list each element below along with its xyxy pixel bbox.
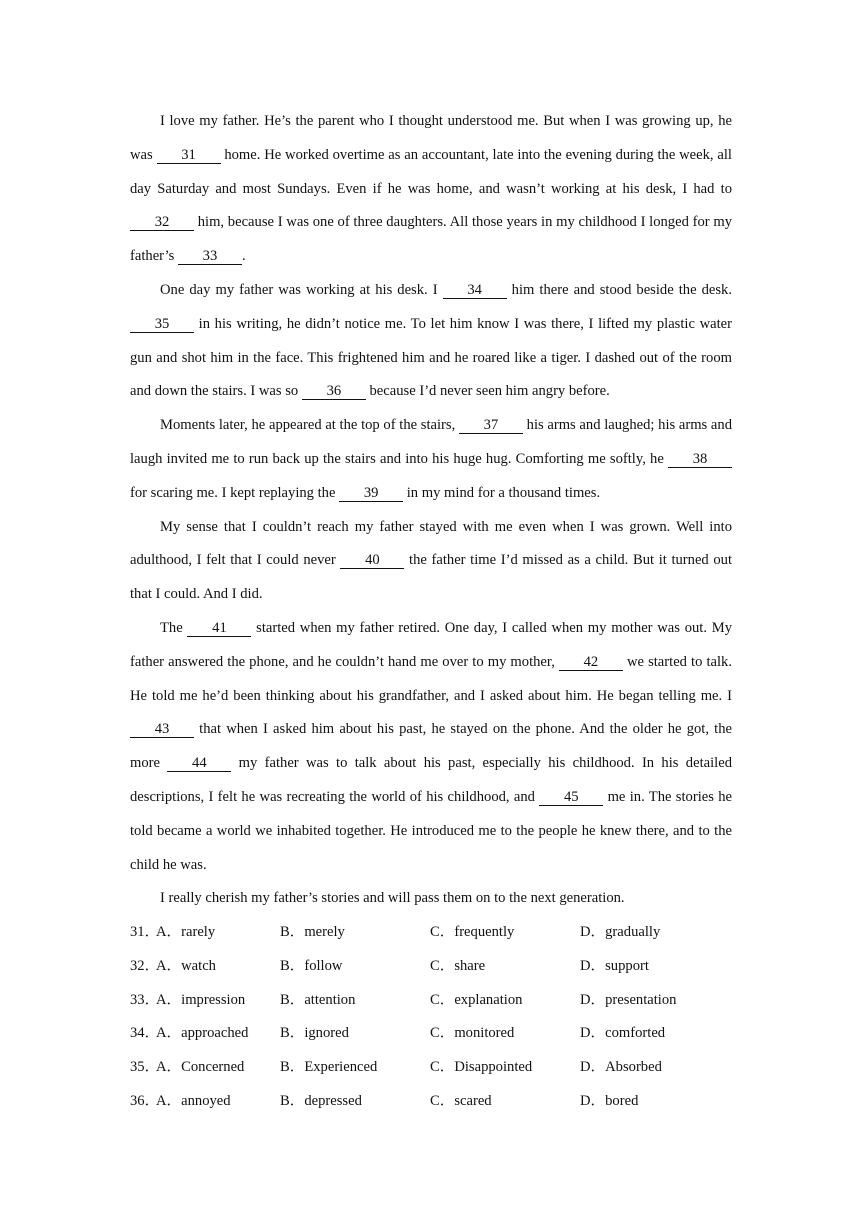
passage-text: in my mind for a thousand times. bbox=[403, 484, 601, 501]
option-a: A．approached bbox=[156, 1025, 249, 1042]
passage-text: for scaring me. I kept replaying the bbox=[130, 484, 340, 501]
passage-text: Moments later, he appeared at the top of the stairs, bbox=[160, 417, 459, 434]
passage-text: me in. The stories he told became a world we inhabited together. He introduced me to the people he knew there, and to the child he was. bbox=[130, 788, 732, 873]
option-a: A．impression bbox=[156, 991, 246, 1008]
question-row bbox=[130, 984, 732, 1018]
option-c: C．scared bbox=[430, 1092, 492, 1109]
passage-text: I really cherish my father’s stories and will pass them on to the next generation. bbox=[160, 890, 625, 907]
passage-text: my father was to talk about his past, especially his childhood. In his detailed descriptions, I felt he was recreating the world of his childhood, and bbox=[130, 755, 732, 805]
question-row bbox=[130, 950, 732, 984]
option-c: C．explanation bbox=[430, 991, 523, 1008]
option-c: C．Disappointed bbox=[430, 1059, 533, 1076]
question-number: 32． bbox=[130, 957, 160, 974]
passage-text: that when I asked him about his past, he stayed on the phone. And the older he got, the more bbox=[130, 721, 732, 772]
passage-paragraph bbox=[130, 882, 732, 916]
blank-number: 40 bbox=[340, 553, 404, 569]
passage-text: in his writing, he didn’t notice me. To let him know I was there, I lifted my plastic water gun and shot him in the face. This frightened him and he roared like a tiger. I dashed out of the room and down the stairs. I was so bbox=[130, 315, 732, 400]
option-b: B．ignored bbox=[280, 1025, 349, 1042]
blank-number: 44 bbox=[167, 756, 231, 772]
question-row bbox=[130, 1051, 732, 1085]
passage-paragraph bbox=[130, 612, 732, 882]
blank-number: 43 bbox=[130, 722, 194, 738]
passage-text: his arms and laughed; his arms and laugh invited me to run back up the stairs and into his huge hug. Comforting me softly, he bbox=[130, 417, 732, 467]
option-a: A．watch bbox=[156, 957, 216, 974]
passage-text: home. He worked overtime as an accountant, late into the evening during the week, all day Saturday and most Sundays. Even if he was home, and wasn’t working at his desk, I had to bbox=[130, 146, 732, 197]
blank-number: 31 bbox=[157, 148, 221, 164]
question-number: 31． bbox=[130, 924, 160, 940]
passage-paragraph bbox=[130, 511, 732, 612]
option-a: A．annoyed bbox=[156, 1092, 231, 1109]
blank-number: 37 bbox=[459, 418, 523, 434]
question-number: 36． bbox=[130, 1092, 160, 1109]
blank-number: 39 bbox=[339, 486, 403, 502]
blank-number: 41 bbox=[187, 621, 251, 637]
passage-text: The bbox=[160, 619, 188, 636]
option-d: D．bored bbox=[580, 1092, 639, 1109]
option-d: D．comforted bbox=[580, 1025, 666, 1042]
passage-text: we started to talk. He told me he’d been thinking about his grandfather, and I asked about him. He began telling me. I bbox=[130, 653, 732, 704]
blank-number: 32 bbox=[130, 215, 194, 231]
blank-number: 34 bbox=[443, 283, 507, 299]
option-b: B．Experienced bbox=[280, 1059, 378, 1076]
blank-number: 45 bbox=[539, 790, 603, 806]
option-d: D．presentation bbox=[580, 991, 677, 1008]
blank-number: 36 bbox=[302, 384, 366, 400]
blank-number: 33 bbox=[178, 249, 242, 265]
question-number: 35． bbox=[130, 1059, 160, 1076]
option-b: B．merely bbox=[280, 924, 345, 940]
question-row bbox=[130, 916, 732, 950]
option-d: D．support bbox=[580, 957, 649, 974]
cloze-passage bbox=[130, 105, 732, 916]
passage-text: . bbox=[241, 248, 246, 265]
question-options bbox=[130, 916, 732, 1119]
passage-text: I love my father. He’s the parent who I thought understood me. But when I was growing up, he was bbox=[130, 113, 732, 163]
passage-text: him there and stood beside the desk. bbox=[506, 281, 733, 298]
option-d: D．Absorbed bbox=[580, 1059, 662, 1076]
question-row bbox=[130, 1085, 732, 1119]
blank-number: 38 bbox=[668, 452, 732, 468]
question-row bbox=[130, 1017, 732, 1051]
option-b: B．follow bbox=[280, 957, 343, 974]
passage-text: One day my father was working at his desk. I bbox=[160, 281, 443, 298]
passage-paragraph bbox=[130, 274, 732, 409]
option-c: C．monitored bbox=[430, 1025, 515, 1042]
blank-number: 42 bbox=[559, 655, 623, 671]
option-c: C．share bbox=[430, 957, 486, 974]
option-a: A．rarely bbox=[156, 924, 216, 940]
passage-text: the father time I’d missed as a child. But it turned out that I could. And I did. bbox=[130, 552, 733, 603]
question-number: 33． bbox=[130, 991, 160, 1008]
passage-text: him, because I was one of three daughters. All those years in my childhood I longed for my father’s bbox=[130, 214, 732, 265]
passage-paragraph bbox=[130, 105, 732, 274]
option-c: C．frequently bbox=[430, 924, 515, 940]
option-d: D．gradually bbox=[580, 924, 661, 940]
option-b: B．depressed bbox=[280, 1092, 362, 1109]
passage-text: My sense that I couldn’t reach my father stayed with me even when I was grown. Well into adulthood, I felt that I could never bbox=[130, 518, 732, 569]
option-a: A．Concerned bbox=[156, 1059, 245, 1076]
blank-number: 35 bbox=[130, 317, 194, 333]
passage-paragraph bbox=[130, 409, 732, 510]
question-number: 34． bbox=[130, 1025, 160, 1042]
option-b: B．attention bbox=[280, 991, 356, 1008]
passage-text: because I’d never seen him angry before. bbox=[365, 383, 610, 400]
passage-text: started when my father retired. One day, I called when my mother was out. My father answered the phone, and he couldn’t hand me over to my mother, bbox=[130, 619, 732, 670]
